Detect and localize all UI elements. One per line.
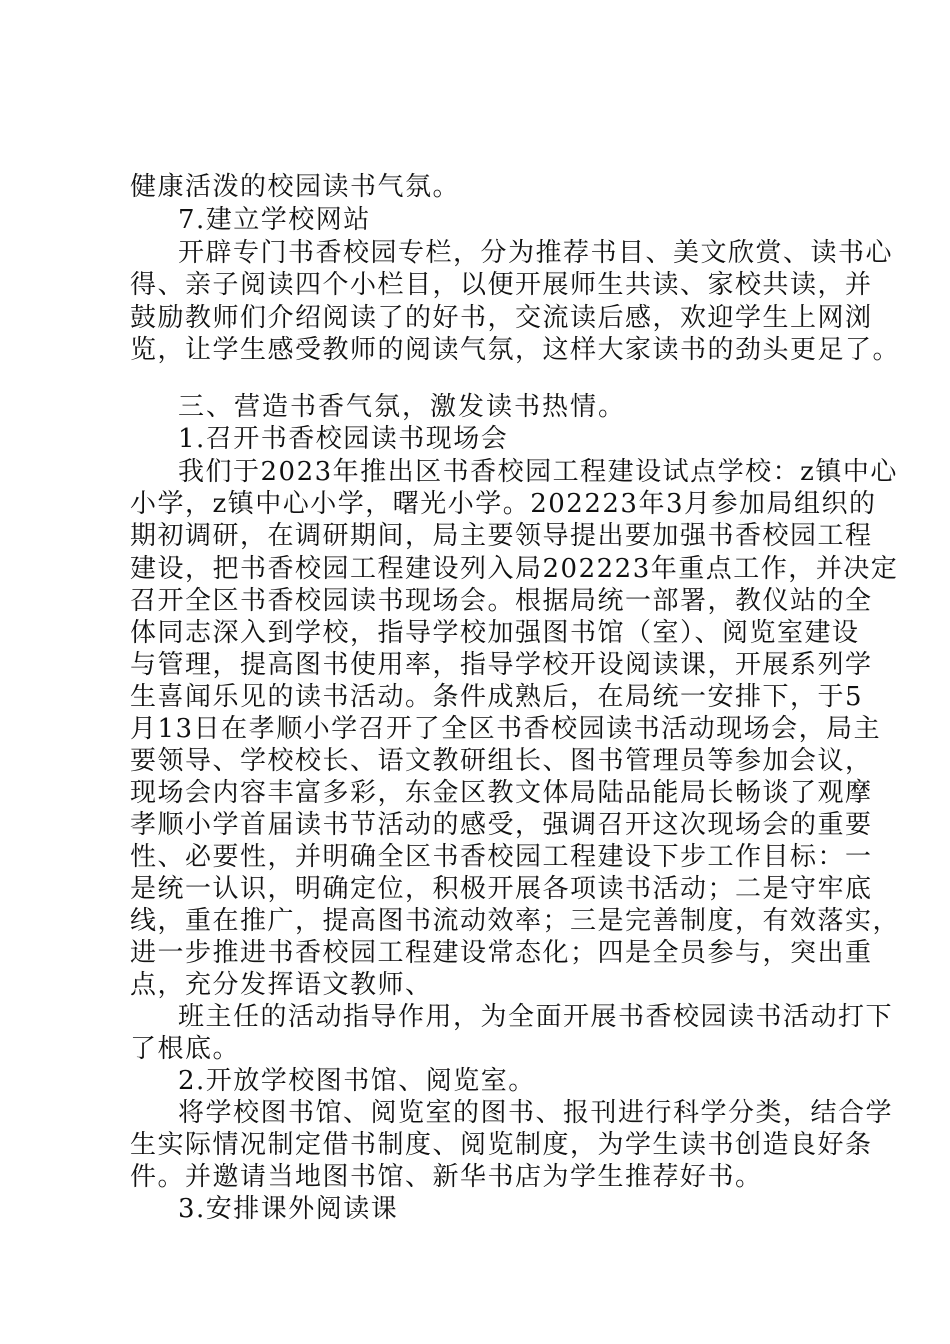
text-line: 鼓励教师们介绍阅读了的好书，交流读后感，欢迎学生上网浏 <box>130 303 873 333</box>
text-line: 得、亲子阅读四个小栏目，以便开展师生共读、家校共读，并 <box>130 270 873 300</box>
text-line: 班主任的活动指导作用，为全面开展书香校园读书活动打下 <box>178 1002 894 1032</box>
text-line: 点，充分发挥语文教师、 <box>130 970 433 1000</box>
text-line: 件。并邀请当地图书馆、新华书店为学生推荐好书。 <box>130 1162 763 1192</box>
section-heading: 1.召开书香校园读书现场会 <box>178 424 509 454</box>
text-line: 现场会内容丰富多彩，东金区教文体局陆品能局长畅谈了观摩 <box>130 778 873 808</box>
text-line: 体同志深入到学校，指导学校加强图书馆（室）、阅览室建设 <box>130 618 860 648</box>
section-heading: 2.开放学校图书馆、阅览室。 <box>178 1066 536 1096</box>
text-line: 要领导、学校校长、语文教研组长、图书管理员等参加会议， <box>130 746 873 776</box>
text-line: 性、必要性，并明确全区书香校园工程建设下步工作目标：一 <box>130 842 873 872</box>
text-line: 线，重在推广，提高图书流动效率；三是完善制度，有效落实， <box>130 906 901 936</box>
chapter-heading: 三、营造书香气氛，激发读书热情。 <box>178 392 627 422</box>
text-line: 建设，把书香校园工程建设列入局202223年重点工作，并决定 <box>130 554 899 584</box>
text-line: 月13日在孝顺小学召开了全区书香校园读书活动现场会，局主 <box>130 714 882 744</box>
text-line: 召开全区书香校园读书现场会。根据局统一部署，教仪站的全 <box>130 586 873 616</box>
text-line: 小学，z镇中心小学，曙光小学。202223年3月参加局组织的 <box>130 489 877 519</box>
section-heading: 7.建立学校网站 <box>178 205 371 235</box>
text-line: 孝顺小学首届读书节活动的感受，强调召开这次现场会的重要 <box>130 810 873 840</box>
text-line: 健康活泼的校园读书气氛。 <box>130 172 461 202</box>
text-line: 是统一认识，明确定位，积极开展各项读书活动；二是守牢底 <box>130 874 873 904</box>
text-line: 览，让学生感受教师的阅读气氛，这样大家读书的劲头更足了。 <box>130 335 901 365</box>
section-heading: 3.安排课外阅读课 <box>178 1194 399 1224</box>
text-line: 期初调研，在调研期间，局主要领导提出要加强书香校园工程 <box>130 521 873 551</box>
text-line: 开辟专门书香校园专栏，分为推荐书目、美文欣赏、读书心 <box>178 238 894 268</box>
text-line: 生喜闻乐见的读书活动。条件成熟后，在局统一安排下，于5 <box>130 682 864 712</box>
text-line: 生实际情况制定借书制度、阅览制度，为学生读书创造良好条 <box>130 1130 873 1160</box>
text-line: 了根底。 <box>130 1034 241 1064</box>
text-line: 我们于2023年推出区书香校园工程建设试点学校：z镇中心 <box>178 457 898 487</box>
text-line: 与管理，提高图书使用率，指导学校开设阅读课，开展系列学 <box>130 650 873 680</box>
text-line: 将学校图书馆、阅览室的图书、报刊进行科学分类，结合学 <box>178 1098 894 1128</box>
text-line: 进一步推进书香校园工程建设常态化；四是全员参与，突出重 <box>130 938 873 968</box>
